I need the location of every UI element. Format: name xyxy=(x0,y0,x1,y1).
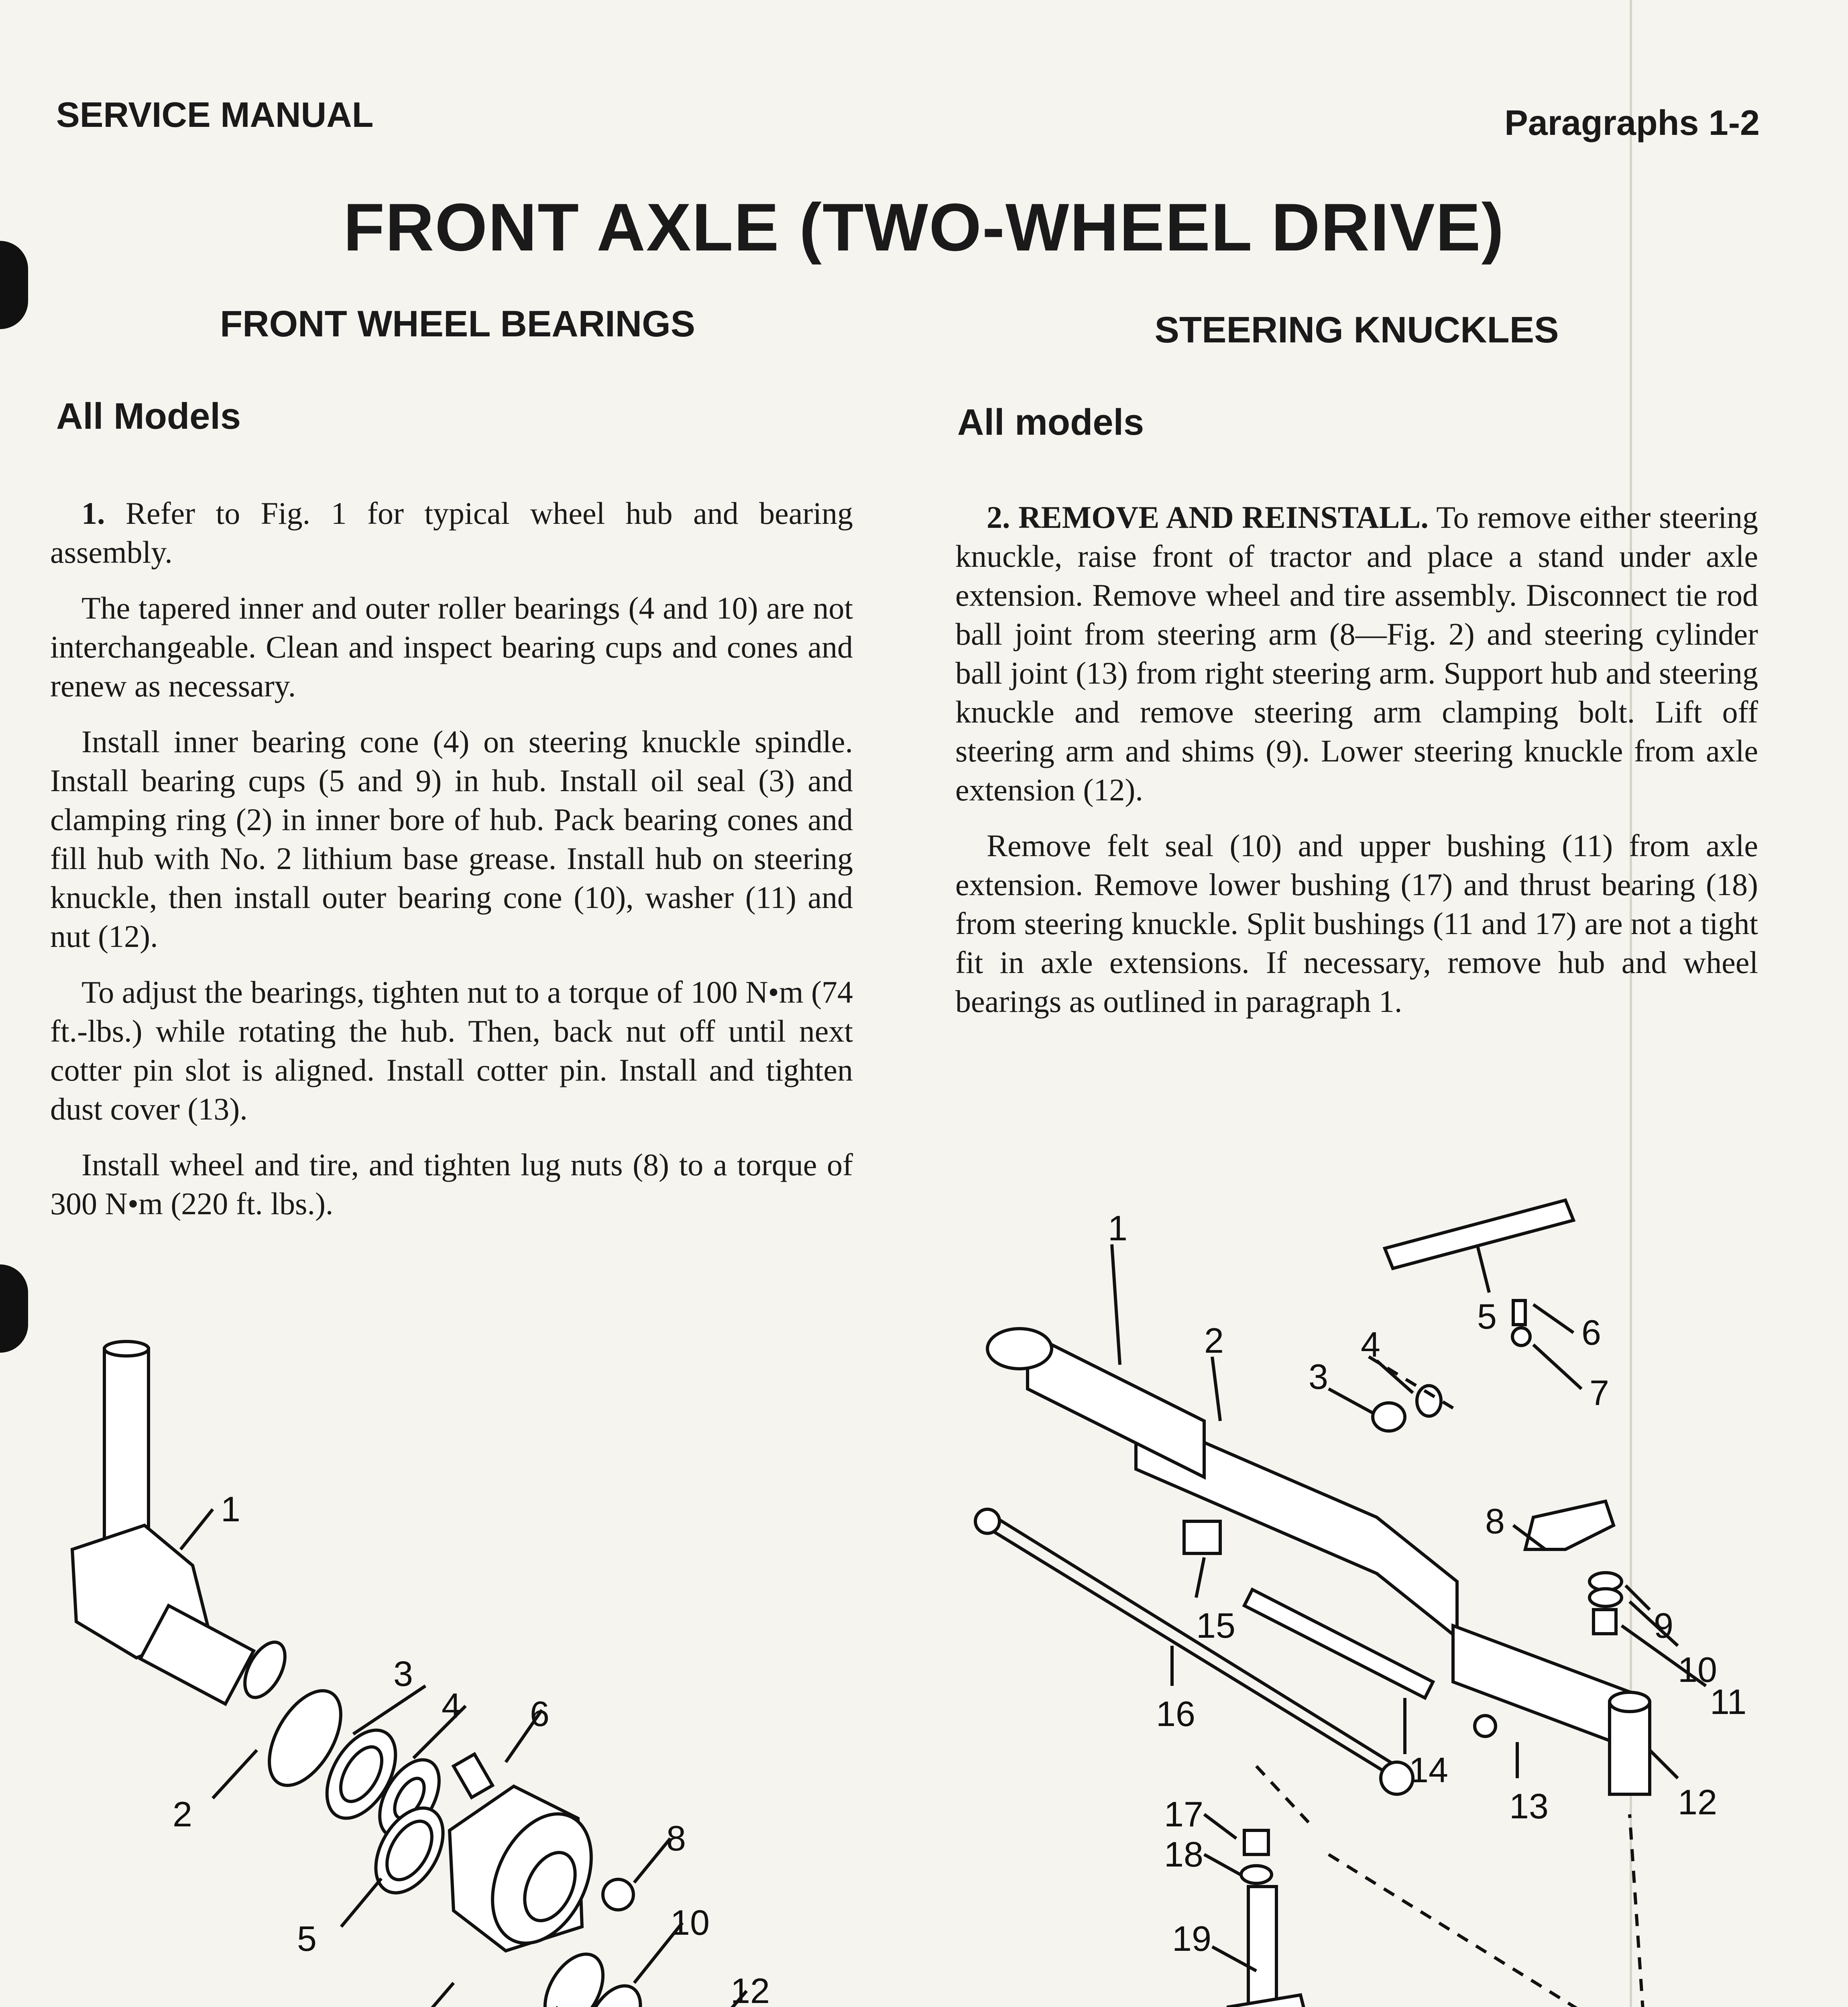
callout-label: 8 xyxy=(1485,1501,1505,1541)
callout-label: 3 xyxy=(1309,1357,1328,1396)
page-title: FRONT AXLE (TWO-WHEEL DRIVE) xyxy=(343,189,1505,265)
callout-label: 6 xyxy=(530,1694,550,1734)
paragraph: Install inner bearing cone (4) on steering knuckle spindle. Install bearing cups (5 and 9) in hub. Install oil seal (3) and clamping ring (2) in inner bore of hub. Pack bearing cones and fill hub with No. 2 lithium base grease. Install hub on steering knuckle, then install outer bearing cone (10), washer (11) and nut (12). xyxy=(50,724,853,954)
steering-knuckle-rh-drawing xyxy=(1228,1887,1341,2007)
steering-cylinder-drawing xyxy=(1244,1590,1433,1698)
callout-label: 4 xyxy=(1361,1325,1380,1364)
fig2-exploded-diagram xyxy=(955,1164,1782,2007)
fig1-exploded-diagram xyxy=(40,1325,843,2007)
lug-bolt-drawing xyxy=(454,1754,493,1797)
hub-drawing xyxy=(450,1786,611,1959)
steering-arm-rh-drawing xyxy=(1525,1501,1614,1549)
paragraph-number: 1. xyxy=(81,496,105,531)
callout-label: 12 xyxy=(1678,1782,1717,1822)
paragraph: The tapered inner and outer roller bearings (4 and 10) are not interchangeable. Clean and inspect bearing cups and cones and renew as necessary. xyxy=(50,590,853,703)
lug-nut-drawing xyxy=(603,1879,633,1910)
callout-label: 2 xyxy=(173,1794,192,1834)
section-heading-bearings: FRONT WHEEL BEARINGS xyxy=(220,303,696,344)
paragraph: Install wheel and tire, and tighten lug nuts (8) to a torque of 300 N•m (220 ft. lbs.). xyxy=(50,1147,853,1221)
callout-label: 5 xyxy=(297,1919,317,1958)
right-body-text xyxy=(955,498,1758,1038)
callout-label: 8 xyxy=(666,1818,686,1858)
locknut-drawing xyxy=(1512,1328,1530,1345)
callout-label: 5 xyxy=(1477,1297,1497,1336)
paragraph xyxy=(50,494,853,572)
callout-label: 16 xyxy=(1156,1694,1195,1734)
callout-label: 4 xyxy=(442,1686,461,1726)
pivot-bushing-drawing xyxy=(1373,1403,1405,1431)
callout-label: 17 xyxy=(1164,1794,1203,1834)
section-heading-knuckles: STEERING KNUCKLES xyxy=(1154,309,1559,350)
shim-drawing xyxy=(1417,1386,1441,1416)
callout-label: 15 xyxy=(1196,1606,1235,1645)
callout-label: 2 xyxy=(1204,1321,1224,1360)
bushing-17-drawing xyxy=(1244,1830,1268,1854)
steering-knuckle-drawing xyxy=(72,1341,293,1704)
paragraph-lead: 2. REMOVE AND REINSTALL. xyxy=(987,500,1429,535)
axle-extension-lh-drawing xyxy=(1028,1333,1204,1477)
paragraph-text: To remove either steering knuckle, raise front of tractor and place a stand under axle extension. Remove wheel and tire assembly. Disconnect tie rod ball joint from steering arm (8—Fig. 2) and steering cylinder ball joint (13) from right steering arm. Support hub and steering knuckle and remove steering arm clamping bolt. Lift off steering arm and shims (9). Lower steering knuckle from axle extension (12). xyxy=(955,500,1758,807)
callout-label: 10 xyxy=(1678,1650,1717,1689)
ball-joint-drawing xyxy=(1475,1716,1496,1736)
allen-set-screw-drawing xyxy=(1513,1301,1525,1325)
callout-label: 3 xyxy=(393,1654,413,1694)
callout-label: 1 xyxy=(221,1489,240,1529)
callout-label: 1 xyxy=(1108,1208,1128,1248)
thrust-bearing-drawing xyxy=(1241,1866,1272,1883)
running-header-left: SERVICE MANUAL xyxy=(56,95,374,134)
bushing-11-drawing xyxy=(1594,1610,1616,1634)
callout-label: 6 xyxy=(1581,1313,1601,1352)
callout-label: 9 xyxy=(1654,1606,1673,1645)
binder-hole xyxy=(0,1264,28,1353)
callout-label: 7 xyxy=(1590,1373,1609,1413)
callout-label: 12 xyxy=(731,1971,770,2007)
callout-label: 10 xyxy=(670,1903,710,1942)
subheading-all-models: All Models xyxy=(56,396,241,437)
callout-label: 19 xyxy=(1172,1919,1211,1958)
left-body-text xyxy=(50,494,853,1240)
callout-label: 18 xyxy=(1164,1834,1203,1874)
felt-seal-drawing xyxy=(1590,1589,1622,1606)
paragraph-text: Refer to Fig. 1 for typical wheel hub and bearing assembly. xyxy=(50,496,853,570)
axle-extension-knuckle-bore xyxy=(1610,1702,1650,1794)
paragraph: To adjust the bearings, tighten nut to a torque of 100 N•m (74 ft.-lbs.) while rotating the hub. Then, back nut off until next cotter pin slot is aligned. Install cotter pin. Install and tighten dust cover (13). xyxy=(50,975,853,1126)
callout-label: 14 xyxy=(1409,1750,1448,1790)
callout-label: 11 xyxy=(1710,1682,1747,1722)
paragraph: Remove felt seal (10) and upper bushing (11) from axle extension. Remove lower bushing (17) and thrust bearing (18) from steering knuckle. Split bushings (11 and 17) are not a tight fit in axle extensions. If necessary, remove hub and wheel bearings as outlined in paragraph 1. xyxy=(955,828,1758,1019)
subheading-all-models: All models xyxy=(957,402,1144,443)
running-header-right: Paragraphs 1-2 xyxy=(1504,103,1760,142)
callout-label: 13 xyxy=(1509,1786,1549,1826)
bracket-drawing xyxy=(1184,1521,1220,1553)
paragraph xyxy=(955,498,1758,809)
